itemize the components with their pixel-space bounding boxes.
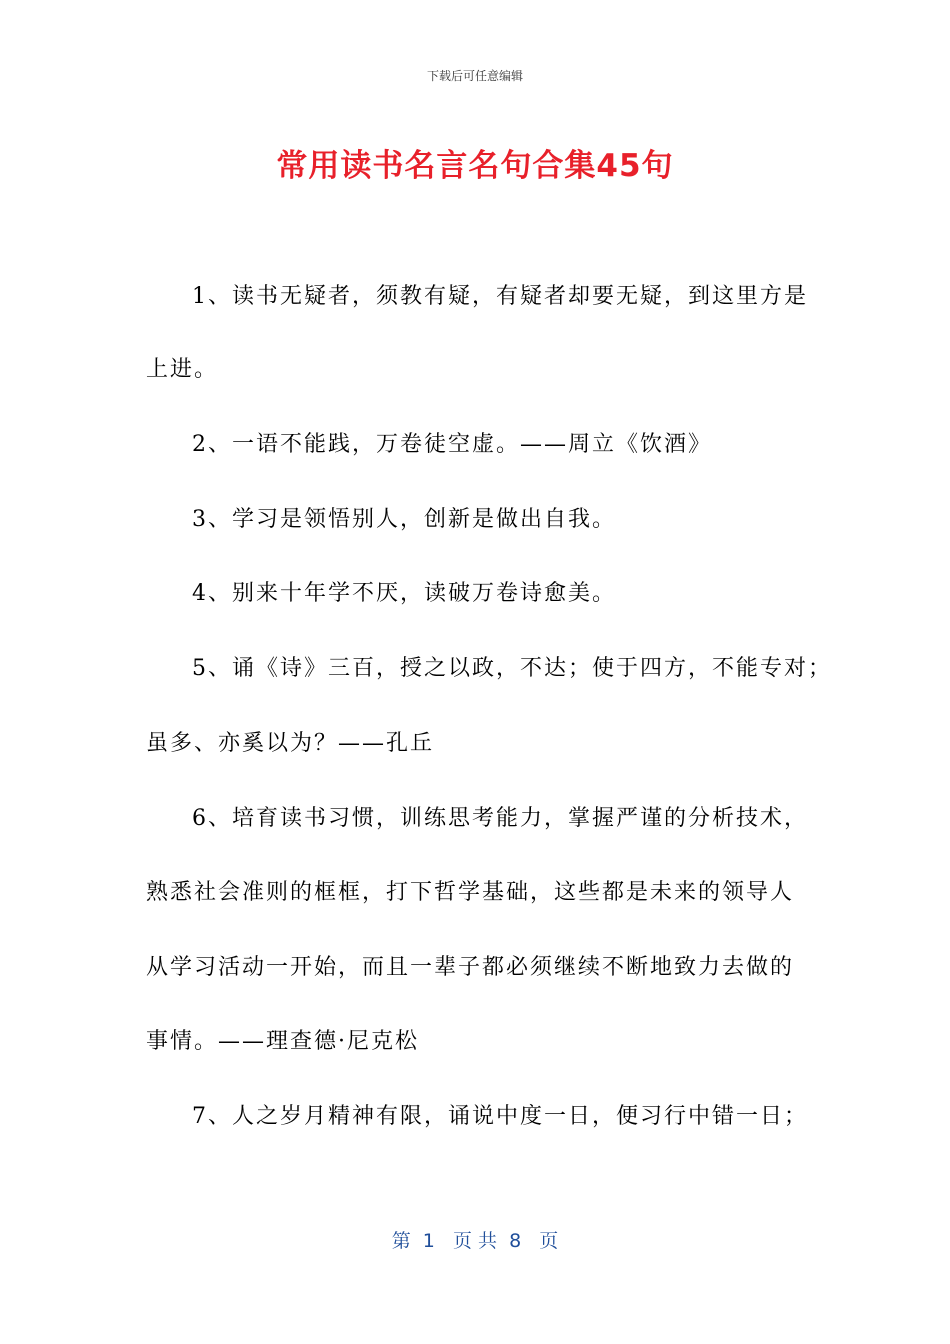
paragraph-line: 从学习活动一开始，而且一辈子都必须继续不断地致力去做的 [146,955,795,980]
paragraph-line: 2、一语不能践，万卷徒空虚。——周立《饮酒》 [192,432,712,457]
header-note: 下载后可任意编辑 [426,69,523,83]
document-title: 常用读书名言名句合集45句 [276,148,674,184]
paragraph-line: 1、读书无疑者，须教有疑，有疑者却要无疑，到这里方是 [192,284,808,309]
paragraph-line: 上进。 [146,357,219,382]
paragraph-line: 事情。——理查德·尼克松 [146,1029,419,1054]
paragraph-line: 3、学习是领悟别人，创新是做出自我。 [192,507,616,532]
paragraph-line: 7、人之岁月精神有限，诵说中度一日，便习行中错一日； [192,1104,808,1129]
paragraph-line: 虽多、亦奚以为？——孔丘 [146,731,435,756]
paragraph-line: 4、别来十年学不厌，读破万卷诗愈美。 [192,581,616,606]
paragraph-line: 熟悉社会准则的框框，打下哲学基础，这些都是未来的领导人 [146,880,795,905]
page-footer: 第 1 页 共 8 页 [391,1230,559,1252]
paragraph-line: 6、培育读书习惯，训练思考能力，掌握严谨的分析技术， [192,806,808,831]
paragraph-line: 5、诵《诗》三百，授之以政，不达；使于四方，不能专对； [192,656,832,681]
